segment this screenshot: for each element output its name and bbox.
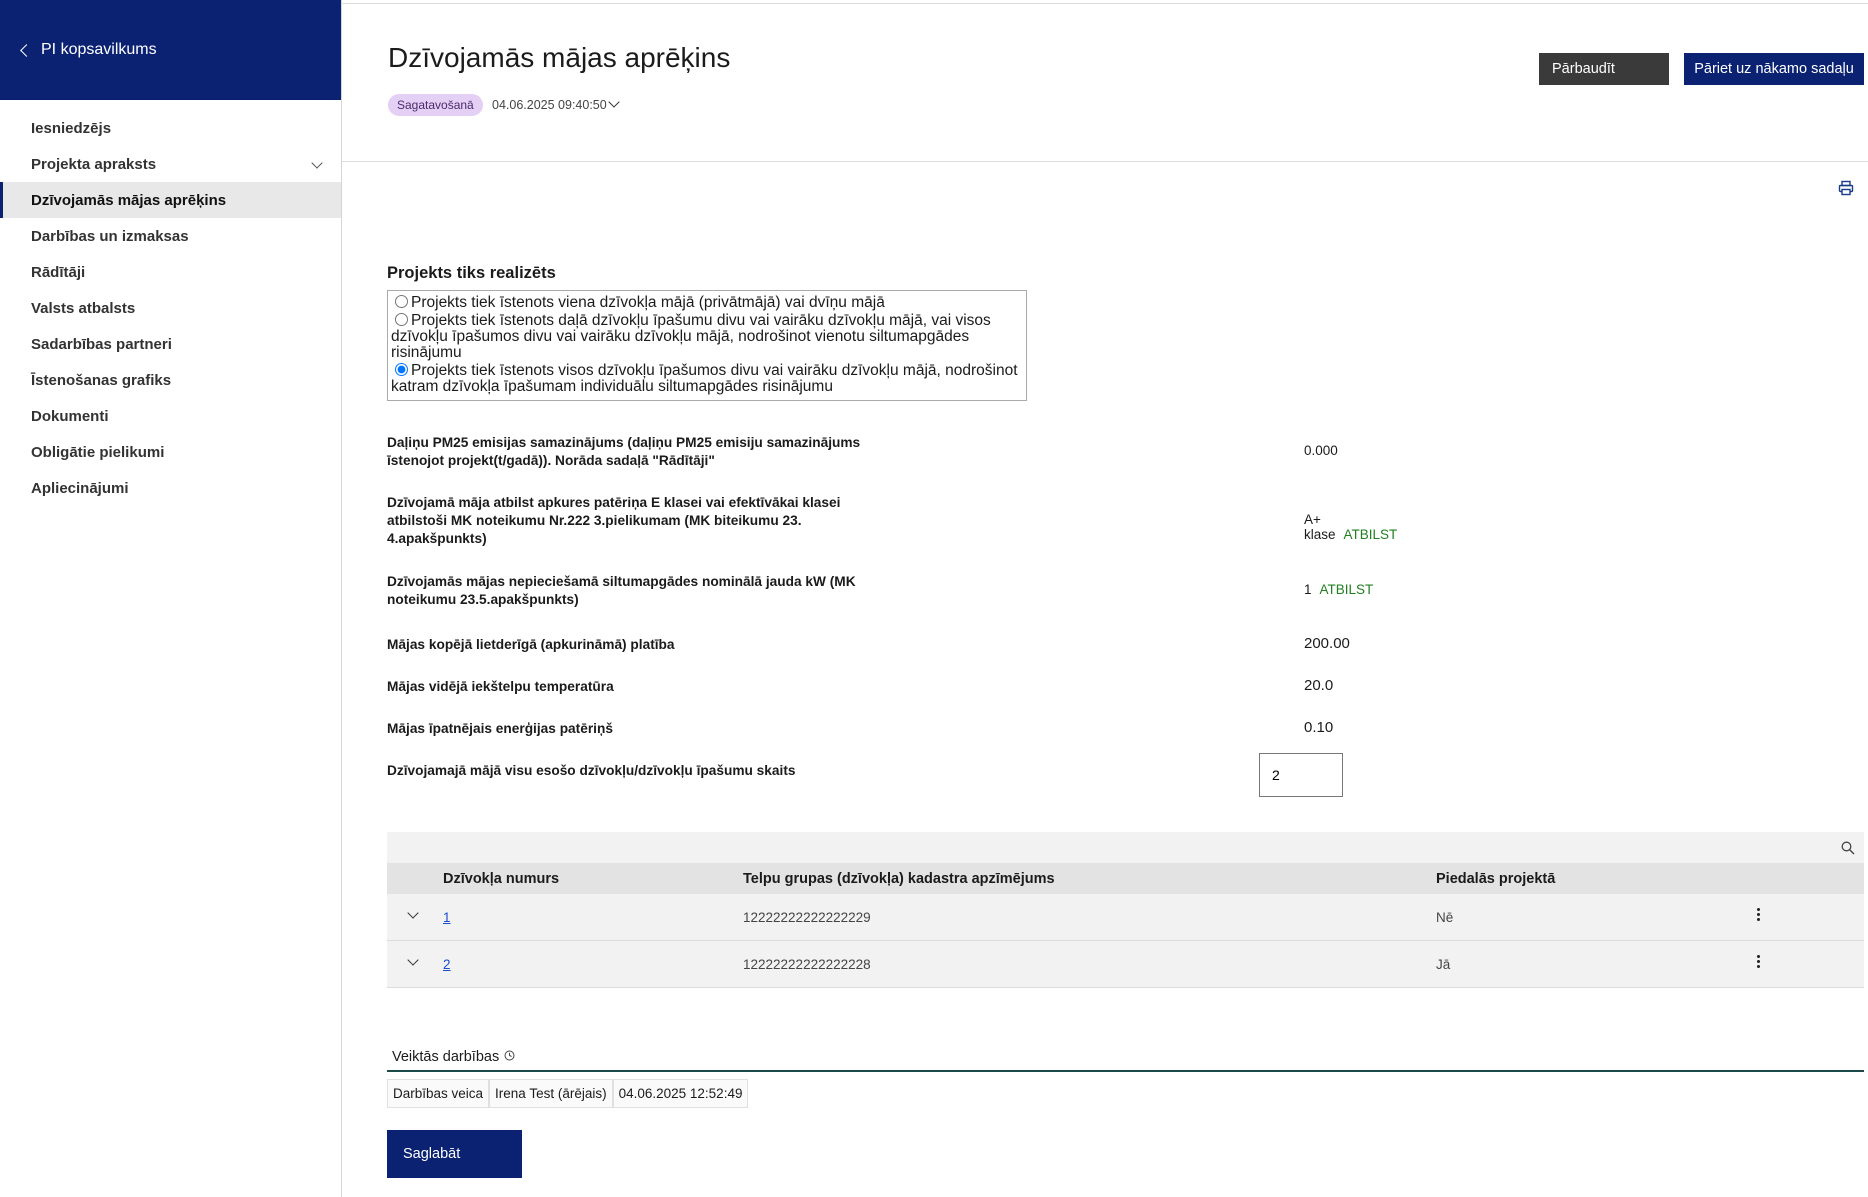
field-value: 1	[1304, 582, 1312, 597]
sidebar-item-label: Apliecinājumi	[31, 479, 129, 497]
version-date[interactable]: 04.06.2025 09:40:50	[492, 98, 607, 112]
sidebar-item-label: Dokumenti	[31, 407, 109, 425]
chevron-left-icon	[20, 44, 33, 57]
sidebar-item-label: Rādītāji	[31, 263, 86, 281]
performed-by-label: Darbības veica	[387, 1079, 489, 1108]
sidebar-item-house-calculation[interactable]	[0, 182, 341, 218]
sidebar-nav	[0, 100, 341, 506]
chevron-down-icon[interactable]	[407, 954, 418, 965]
activities-log	[387, 1079, 748, 1108]
sidebar-item-indicators[interactable]	[0, 254, 341, 290]
field-value: A+ klase	[1304, 512, 1336, 542]
radio-label: Projekts tiek īstenots viena dzīvokļa mājā (privātmājā) vai dvīņu mājā	[411, 294, 885, 311]
chevron-down-icon[interactable]	[407, 907, 418, 918]
field-heat-power	[387, 573, 1374, 609]
search-icon[interactable]	[1841, 841, 1855, 855]
apartment-count-input[interactable]	[1259, 753, 1343, 797]
sidebar-item-documents[interactable]	[0, 398, 341, 434]
field-label: Mājas kopējā lietderīgā (apkurināmā) platība	[387, 637, 675, 652]
radio-option-single-house[interactable]	[391, 295, 1023, 311]
field-value-wrap	[1304, 582, 1373, 597]
sidebar-item-mandatory-attachments[interactable]	[0, 434, 341, 470]
field-pm25	[387, 434, 1338, 470]
table-row	[387, 941, 1864, 988]
section-title-project-realization: Projekts tiks realizēts	[387, 264, 556, 282]
apartment-number-link[interactable]: 2	[443, 957, 451, 972]
participates-cell: Nē	[1436, 910, 1454, 925]
radio-input[interactable]	[395, 313, 408, 326]
field-label: Mājas vidējā iekštelpu temperatūra	[387, 679, 614, 694]
back-link-label: PI kopsavilkums	[41, 41, 157, 58]
performed-timestamp: 04.06.2025 12:52:49	[613, 1079, 749, 1108]
sidebar-item-project-description[interactable]	[0, 146, 341, 182]
page-title: Dzīvojamās mājas aprēķins	[388, 42, 731, 73]
field-energy-class	[387, 494, 1398, 548]
field-value: 20.0	[1304, 677, 1334, 694]
column-header-apartment-number[interactable]: Dzīvokļa numurs	[443, 871, 560, 887]
sidebar-item-certifications[interactable]	[0, 470, 341, 506]
radio-input[interactable]	[395, 295, 408, 308]
field-value: 0.10	[1304, 719, 1334, 736]
field-value-wrap	[1304, 512, 1397, 542]
chevron-down-icon[interactable]	[608, 96, 619, 107]
apartment-number-link[interactable]: 1	[443, 910, 451, 925]
print-icon[interactable]	[1838, 180, 1854, 196]
sidebar	[0, 0, 342, 1197]
performed-by-user: Irena Test (ārējais)	[489, 1079, 613, 1108]
cadastre-cell: 12222222222222228	[743, 957, 871, 972]
field-temperature	[387, 677, 1334, 696]
radio-option-partial-apartments[interactable]	[391, 313, 1023, 361]
radio-option-all-apartments-individual[interactable]	[391, 363, 1023, 395]
status-badge: Sagatavošanā	[388, 94, 483, 116]
field-label: Dzīvojamās mājas nepieciešamā siltumapgādes nominālā jauda kW (MK noteikumu 23.5.apakšpunkts)	[387, 574, 856, 607]
field-area	[387, 635, 1350, 654]
chevron-down-icon[interactable]	[311, 157, 322, 168]
participates-cell: Jā	[1436, 957, 1451, 972]
status-ok: ATBILST	[1319, 582, 1374, 597]
page-header	[342, 0, 1868, 162]
field-label: Dzīvojamā māja atbilst apkures patēriņa E klasei vai efektīvākai klasei atbilstoši MK noteikumu Nr.222 3.pielikumam (MK biteikumu 23. 4.apakšpunkts)	[387, 495, 841, 546]
table-toolbar	[387, 832, 1864, 863]
field-label: Mājas īpatnējais enerģijas patēriņš	[387, 721, 613, 736]
column-header-cadastre[interactable]: Telpu grupas (dzīvokļa) kadastra apzīmējums	[743, 871, 1055, 887]
sidebar-item-state-aid[interactable]	[0, 290, 341, 326]
sidebar-item-label: Projekta apraksts	[31, 155, 157, 173]
field-apartment-count	[387, 762, 887, 780]
back-to-summary-link[interactable]	[0, 0, 341, 100]
save-button[interactable]: Saglabāt	[387, 1130, 522, 1178]
table-row	[387, 894, 1864, 941]
more-options-icon[interactable]	[1757, 908, 1761, 923]
cadastre-cell: 12222222222222229	[743, 910, 871, 925]
more-options-icon[interactable]	[1757, 955, 1761, 970]
radio-label: Projekts tiek īstenots visos dzīvokļu īpašumos divu vai vairāku dzīvokļu mājā, nodrošinot katram dzīvokļa īpašumam individuālu siltumapgādes risinājumu	[391, 362, 1018, 395]
activities-tab[interactable]	[387, 1040, 1864, 1072]
sidebar-item-applicant[interactable]	[0, 110, 341, 146]
realization-radio-group	[387, 290, 1027, 401]
sidebar-item-label: Īstenošanas grafiks	[31, 371, 172, 389]
field-energy-use	[387, 719, 1334, 738]
main-content	[342, 0, 1868, 1197]
next-section-button[interactable]: Pāriet uz nākamo sadaļu	[1684, 53, 1864, 85]
status-ok: ATBILST	[1343, 527, 1398, 542]
sidebar-item-label: Iesniedzējs	[31, 119, 112, 137]
sidebar-item-label: Darbības un izmaksas	[31, 227, 189, 245]
sidebar-item-schedule[interactable]	[0, 362, 341, 398]
field-label: Dzīvojamajā mājā visu esošo dzīvokļu/dzīvokļu īpašumu skaits	[387, 763, 796, 778]
sidebar-item-label: Dzīvojamās mājas aprēķins	[31, 191, 227, 209]
table-header	[387, 863, 1864, 894]
sidebar-item-label: Sadarbības partneri	[31, 335, 172, 353]
column-header-participates[interactable]: Piedalās projektā	[1436, 871, 1556, 887]
sidebar-item-activities-costs[interactable]	[0, 218, 341, 254]
activities-title: Veiktās darbības	[392, 1049, 500, 1065]
history-icon	[504, 1050, 515, 1061]
radio-label: Projekts tiek īstenots daļā dzīvokļu īpašumu divu vai vairāku dzīvokļu mājā, vai visos dzīvokļu īpašumos divu vai vairāku dzīvokļu mājā, nodrošinot vienotu siltumapgādes risinājumu	[391, 312, 991, 361]
apartments-table	[387, 832, 1864, 988]
sidebar-item-label: Obligātie pielikumi	[31, 443, 165, 461]
field-label: Daļiņu PM25 emisijas samazinājums (daļiņu PM25 emisiju samazinājums īstenojot projekt(t/gadā)). Norāda sadaļā "Rādītāji"	[387, 435, 861, 468]
sidebar-item-partners[interactable]	[0, 326, 341, 362]
field-value: 200.00	[1304, 635, 1350, 652]
sidebar-item-label: Valsts atbalsts	[31, 299, 136, 317]
radio-input[interactable]	[395, 363, 408, 376]
check-button[interactable]: Pārbaudīt	[1539, 53, 1669, 85]
field-value: 0.000	[1304, 443, 1338, 458]
